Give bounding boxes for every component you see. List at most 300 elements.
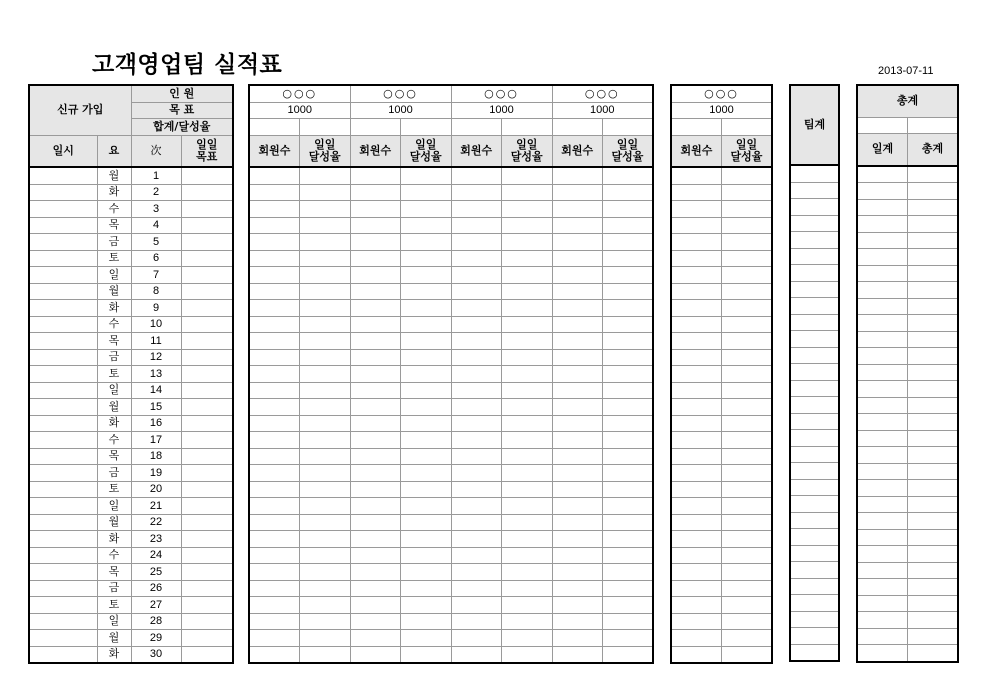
daily-total-cell[interactable] (857, 166, 908, 183)
daily-rate-cell[interactable] (722, 415, 773, 432)
member-count-cell[interactable] (451, 547, 502, 564)
member-count-cell[interactable] (671, 333, 722, 350)
daily-rate-cell[interactable] (502, 432, 553, 449)
daily-total-cell[interactable] (857, 315, 908, 332)
member-count-cell[interactable] (249, 217, 300, 234)
daily-total-cell[interactable] (857, 463, 908, 480)
daily-rate-cell[interactable] (603, 514, 654, 531)
date-cell[interactable] (29, 465, 97, 482)
date-cell[interactable] (29, 184, 97, 201)
daily-rate-cell[interactable] (722, 399, 773, 416)
daily-target-cell[interactable] (181, 283, 233, 300)
member-count-cell[interactable] (552, 399, 603, 416)
daily-total-cell[interactable] (857, 546, 908, 563)
cumulative-total-cell[interactable] (908, 496, 959, 513)
date-cell[interactable] (29, 267, 97, 284)
date-cell[interactable] (29, 366, 97, 383)
member-count-cell[interactable] (671, 201, 722, 218)
team-total-cell[interactable] (790, 644, 839, 661)
member-count-cell[interactable] (451, 564, 502, 581)
daily-rate-cell[interactable] (603, 630, 654, 647)
cumulative-total-cell[interactable] (908, 232, 959, 249)
member-count-cell[interactable] (552, 267, 603, 284)
member-count-cell[interactable] (552, 564, 603, 581)
member-count-cell[interactable] (552, 432, 603, 449)
member-count-cell[interactable] (552, 366, 603, 383)
member-count-cell[interactable] (552, 250, 603, 267)
daily-target-cell[interactable] (181, 547, 233, 564)
daily-rate-cell[interactable] (603, 201, 654, 218)
member-count-cell[interactable] (350, 514, 401, 531)
daily-rate-cell[interactable] (300, 333, 351, 350)
member-count-cell[interactable] (451, 498, 502, 515)
daily-rate-cell[interactable] (401, 316, 452, 333)
team-total-cell[interactable] (790, 496, 839, 513)
team-total-cell[interactable] (790, 397, 839, 414)
cumulative-total-cell[interactable] (908, 265, 959, 282)
cumulative-total-cell[interactable] (908, 199, 959, 216)
team-total-cell[interactable] (790, 529, 839, 546)
daily-rate-cell[interactable] (300, 349, 351, 366)
daily-target-cell[interactable] (181, 531, 233, 548)
member-count-cell[interactable] (451, 201, 502, 218)
member-count-cell[interactable] (671, 630, 722, 647)
cumulative-total-cell[interactable] (908, 183, 959, 200)
daily-total-cell[interactable] (857, 595, 908, 612)
daily-rate-cell[interactable] (722, 382, 773, 399)
date-cell[interactable] (29, 498, 97, 515)
daily-rate-cell[interactable] (603, 167, 654, 184)
cumulative-total-cell[interactable] (908, 480, 959, 497)
daily-rate-cell[interactable] (401, 184, 452, 201)
daily-rate-cell[interactable] (722, 333, 773, 350)
member-count-cell[interactable] (350, 580, 401, 597)
member-count-cell[interactable] (350, 184, 401, 201)
cumulative-total-cell[interactable] (908, 463, 959, 480)
member-count-cell[interactable] (671, 580, 722, 597)
daily-target-cell[interactable] (181, 415, 233, 432)
team-total-cell[interactable] (790, 463, 839, 480)
member-count-cell[interactable] (451, 349, 502, 366)
member-count-cell[interactable] (552, 613, 603, 630)
daily-rate-cell[interactable] (300, 201, 351, 218)
member-count-cell[interactable] (451, 333, 502, 350)
date-cell[interactable] (29, 630, 97, 647)
member-count-cell[interactable] (451, 217, 502, 234)
date-cell[interactable] (29, 201, 97, 218)
member-count-cell[interactable] (552, 531, 603, 548)
member-count-cell[interactable] (249, 564, 300, 581)
daily-rate-cell[interactable] (722, 564, 773, 581)
member-count-cell[interactable] (451, 514, 502, 531)
daily-rate-cell[interactable] (300, 481, 351, 498)
member-count-cell[interactable] (249, 316, 300, 333)
daily-rate-cell[interactable] (722, 349, 773, 366)
daily-target-cell[interactable] (181, 613, 233, 630)
team-total-cell[interactable] (790, 248, 839, 265)
member-count-cell[interactable] (350, 597, 401, 614)
cumulative-total-cell[interactable] (908, 595, 959, 612)
daily-total-cell[interactable] (857, 397, 908, 414)
member-count-cell[interactable] (552, 580, 603, 597)
daily-target-cell[interactable] (181, 234, 233, 251)
member-count-cell[interactable] (350, 382, 401, 399)
date-cell[interactable] (29, 415, 97, 432)
member-count-cell[interactable] (249, 597, 300, 614)
member-count-cell[interactable] (350, 283, 401, 300)
member-count-cell[interactable] (350, 366, 401, 383)
daily-rate-cell[interactable] (603, 184, 654, 201)
daily-rate-cell[interactable] (502, 349, 553, 366)
daily-target-cell[interactable] (181, 399, 233, 416)
daily-target-cell[interactable] (181, 564, 233, 581)
cumulative-total-cell[interactable] (908, 645, 959, 662)
team-total-cell[interactable] (790, 265, 839, 282)
daily-rate-cell[interactable] (722, 613, 773, 630)
member-count-cell[interactable] (671, 481, 722, 498)
daily-rate-cell[interactable] (502, 267, 553, 284)
daily-rate-cell[interactable] (603, 531, 654, 548)
member-count-cell[interactable] (451, 283, 502, 300)
daily-rate-cell[interactable] (300, 448, 351, 465)
daily-target-cell[interactable] (181, 514, 233, 531)
member-count-cell[interactable] (249, 250, 300, 267)
date-cell[interactable] (29, 316, 97, 333)
team-total-cell[interactable] (790, 165, 839, 182)
member-count-cell[interactable] (350, 630, 401, 647)
team-total-cell[interactable] (790, 281, 839, 298)
daily-rate-cell[interactable] (603, 366, 654, 383)
daily-rate-cell[interactable] (300, 514, 351, 531)
daily-rate-cell[interactable] (300, 316, 351, 333)
team-total-cell[interactable] (790, 347, 839, 364)
member-count-cell[interactable] (451, 415, 502, 432)
daily-rate-cell[interactable] (722, 498, 773, 515)
cumulative-total-cell[interactable] (908, 529, 959, 546)
member-count-cell[interactable] (451, 399, 502, 416)
daily-rate-cell[interactable] (722, 547, 773, 564)
member-count-cell[interactable] (350, 316, 401, 333)
daily-rate-cell[interactable] (722, 234, 773, 251)
daily-rate-cell[interactable] (401, 646, 452, 663)
daily-rate-cell[interactable] (603, 597, 654, 614)
daily-rate-cell[interactable] (603, 498, 654, 515)
date-cell[interactable] (29, 448, 97, 465)
daily-rate-cell[interactable] (502, 448, 553, 465)
member-count-cell[interactable] (552, 300, 603, 317)
member-count-cell[interactable] (350, 432, 401, 449)
daily-rate-cell[interactable] (502, 300, 553, 317)
member-count-cell[interactable] (552, 382, 603, 399)
daily-rate-cell[interactable] (300, 580, 351, 597)
member-count-cell[interactable] (249, 234, 300, 251)
daily-rate-cell[interactable] (300, 597, 351, 614)
daily-rate-cell[interactable] (502, 234, 553, 251)
member-count-cell[interactable] (249, 167, 300, 184)
member-count-cell[interactable] (249, 465, 300, 482)
team-total-cell[interactable] (790, 578, 839, 595)
daily-target-cell[interactable] (181, 167, 233, 184)
member-count-cell[interactable] (249, 630, 300, 647)
daily-rate-cell[interactable] (722, 184, 773, 201)
daily-target-cell[interactable] (181, 349, 233, 366)
member-count-cell[interactable] (350, 465, 401, 482)
daily-total-cell[interactable] (857, 232, 908, 249)
daily-rate-cell[interactable] (603, 349, 654, 366)
daily-target-cell[interactable] (181, 300, 233, 317)
daily-total-cell[interactable] (857, 381, 908, 398)
daily-rate-cell[interactable] (401, 333, 452, 350)
member-count-cell[interactable] (350, 531, 401, 548)
daily-target-cell[interactable] (181, 250, 233, 267)
cumulative-total-cell[interactable] (908, 298, 959, 315)
daily-rate-cell[interactable] (603, 448, 654, 465)
member-count-cell[interactable] (249, 366, 300, 383)
member-count-cell[interactable] (451, 300, 502, 317)
daily-rate-cell[interactable] (603, 234, 654, 251)
daily-rate-cell[interactable] (603, 316, 654, 333)
member-count-cell[interactable] (552, 234, 603, 251)
member-count-cell[interactable] (350, 167, 401, 184)
member-count-cell[interactable] (249, 399, 300, 416)
cumulative-total-cell[interactable] (908, 414, 959, 431)
cumulative-total-cell[interactable] (908, 546, 959, 563)
daily-rate-cell[interactable] (300, 283, 351, 300)
daily-target-cell[interactable] (181, 481, 233, 498)
daily-rate-cell[interactable] (603, 646, 654, 663)
daily-rate-cell[interactable] (502, 547, 553, 564)
daily-total-cell[interactable] (857, 579, 908, 596)
daily-rate-cell[interactable] (502, 465, 553, 482)
team-total-cell[interactable] (790, 512, 839, 529)
daily-rate-cell[interactable] (401, 613, 452, 630)
member-count-cell[interactable] (350, 481, 401, 498)
daily-target-cell[interactable] (181, 448, 233, 465)
daily-rate-cell[interactable] (401, 547, 452, 564)
daily-rate-cell[interactable] (401, 432, 452, 449)
daily-rate-cell[interactable] (722, 646, 773, 663)
cumulative-total-cell[interactable] (908, 430, 959, 447)
member-count-cell[interactable] (451, 613, 502, 630)
member-count-cell[interactable] (249, 184, 300, 201)
member-count-cell[interactable] (350, 415, 401, 432)
daily-rate-cell[interactable] (502, 514, 553, 531)
daily-rate-cell[interactable] (603, 250, 654, 267)
member-count-cell[interactable] (451, 432, 502, 449)
daily-total-cell[interactable] (857, 199, 908, 216)
daily-target-cell[interactable] (181, 597, 233, 614)
daily-rate-cell[interactable] (300, 564, 351, 581)
member-count-cell[interactable] (350, 646, 401, 663)
member-count-cell[interactable] (671, 646, 722, 663)
daily-rate-cell[interactable] (722, 481, 773, 498)
daily-rate-cell[interactable] (401, 498, 452, 515)
daily-total-cell[interactable] (857, 364, 908, 381)
daily-rate-cell[interactable] (401, 564, 452, 581)
team-total-cell[interactable] (790, 595, 839, 612)
daily-rate-cell[interactable] (603, 333, 654, 350)
daily-total-cell[interactable] (857, 348, 908, 365)
team-total-cell[interactable] (790, 314, 839, 331)
cumulative-total-cell[interactable] (908, 216, 959, 233)
daily-rate-cell[interactable] (401, 382, 452, 399)
daily-rate-cell[interactable] (401, 580, 452, 597)
member-count-cell[interactable] (249, 300, 300, 317)
daily-rate-cell[interactable] (722, 217, 773, 234)
date-cell[interactable] (29, 300, 97, 317)
daily-rate-cell[interactable] (722, 432, 773, 449)
team-total-cell[interactable] (790, 430, 839, 447)
daily-rate-cell[interactable] (603, 580, 654, 597)
member-count-cell[interactable] (350, 564, 401, 581)
daily-rate-cell[interactable] (300, 630, 351, 647)
date-cell[interactable] (29, 432, 97, 449)
daily-target-cell[interactable] (181, 465, 233, 482)
member-count-cell[interactable] (451, 184, 502, 201)
member-count-cell[interactable] (671, 167, 722, 184)
cumulative-total-cell[interactable] (908, 249, 959, 266)
daily-target-cell[interactable] (181, 580, 233, 597)
member-count-cell[interactable] (451, 597, 502, 614)
date-cell[interactable] (29, 382, 97, 399)
member-count-cell[interactable] (451, 366, 502, 383)
team-total-cell[interactable] (790, 298, 839, 315)
member-count-cell[interactable] (350, 217, 401, 234)
daily-rate-cell[interactable] (502, 498, 553, 515)
daily-rate-cell[interactable] (722, 597, 773, 614)
daily-rate-cell[interactable] (603, 547, 654, 564)
daily-rate-cell[interactable] (300, 184, 351, 201)
member-count-cell[interactable] (552, 167, 603, 184)
team-total-cell[interactable] (790, 446, 839, 463)
member-count-cell[interactable] (552, 547, 603, 564)
cumulative-total-cell[interactable] (908, 579, 959, 596)
team-total-cell[interactable] (790, 562, 839, 579)
member-count-cell[interactable] (451, 382, 502, 399)
daily-rate-cell[interactable] (401, 514, 452, 531)
member-count-cell[interactable] (350, 267, 401, 284)
member-count-cell[interactable] (350, 547, 401, 564)
team-total-cell[interactable] (790, 182, 839, 199)
daily-rate-cell[interactable] (722, 267, 773, 284)
daily-rate-cell[interactable] (722, 250, 773, 267)
date-cell[interactable] (29, 283, 97, 300)
member-count-cell[interactable] (451, 630, 502, 647)
member-count-cell[interactable] (451, 250, 502, 267)
daily-rate-cell[interactable] (502, 217, 553, 234)
daily-rate-cell[interactable] (401, 267, 452, 284)
team-total-cell[interactable] (790, 331, 839, 348)
daily-rate-cell[interactable] (722, 366, 773, 383)
daily-total-cell[interactable] (857, 265, 908, 282)
daily-rate-cell[interactable] (502, 564, 553, 581)
daily-rate-cell[interactable] (603, 564, 654, 581)
cumulative-total-cell[interactable] (908, 397, 959, 414)
team-total-cell[interactable] (790, 215, 839, 232)
member-count-cell[interactable] (671, 514, 722, 531)
date-cell[interactable] (29, 217, 97, 234)
team-total-cell[interactable] (790, 380, 839, 397)
daily-rate-cell[interactable] (722, 531, 773, 548)
member-count-cell[interactable] (671, 597, 722, 614)
member-count-cell[interactable] (671, 234, 722, 251)
member-count-cell[interactable] (671, 498, 722, 515)
daily-rate-cell[interactable] (300, 382, 351, 399)
date-cell[interactable] (29, 250, 97, 267)
date-cell[interactable] (29, 481, 97, 498)
member-count-cell[interactable] (451, 580, 502, 597)
daily-target-cell[interactable] (181, 201, 233, 218)
daily-target-cell[interactable] (181, 498, 233, 515)
daily-rate-cell[interactable] (603, 283, 654, 300)
daily-rate-cell[interactable] (300, 613, 351, 630)
daily-rate-cell[interactable] (603, 432, 654, 449)
team-total-cell[interactable] (790, 479, 839, 496)
member-count-cell[interactable] (552, 283, 603, 300)
daily-total-cell[interactable] (857, 447, 908, 464)
daily-rate-cell[interactable] (502, 597, 553, 614)
daily-rate-cell[interactable] (502, 399, 553, 416)
member-count-cell[interactable] (350, 498, 401, 515)
daily-rate-cell[interactable] (401, 234, 452, 251)
member-count-cell[interactable] (350, 613, 401, 630)
daily-total-cell[interactable] (857, 612, 908, 629)
member-count-cell[interactable] (552, 465, 603, 482)
daily-rate-cell[interactable] (401, 465, 452, 482)
member-count-cell[interactable] (350, 300, 401, 317)
member-count-cell[interactable] (249, 267, 300, 284)
daily-rate-cell[interactable] (603, 267, 654, 284)
cumulative-total-cell[interactable] (908, 364, 959, 381)
cumulative-total-cell[interactable] (908, 628, 959, 645)
daily-rate-cell[interactable] (722, 283, 773, 300)
date-cell[interactable] (29, 597, 97, 614)
cumulative-total-cell[interactable] (908, 315, 959, 332)
member-count-cell[interactable] (249, 382, 300, 399)
member-count-cell[interactable] (249, 333, 300, 350)
member-count-cell[interactable] (552, 415, 603, 432)
member-count-cell[interactable] (671, 432, 722, 449)
daily-rate-cell[interactable] (502, 167, 553, 184)
daily-target-cell[interactable] (181, 333, 233, 350)
daily-rate-cell[interactable] (300, 415, 351, 432)
daily-rate-cell[interactable] (401, 217, 452, 234)
member-count-cell[interactable] (249, 547, 300, 564)
member-count-cell[interactable] (552, 481, 603, 498)
cumulative-total-cell[interactable] (908, 348, 959, 365)
daily-rate-cell[interactable] (722, 201, 773, 218)
cumulative-total-cell[interactable] (908, 381, 959, 398)
daily-target-cell[interactable] (181, 184, 233, 201)
daily-target-cell[interactable] (181, 316, 233, 333)
member-count-cell[interactable] (671, 349, 722, 366)
member-count-cell[interactable] (671, 300, 722, 317)
member-count-cell[interactable] (451, 531, 502, 548)
member-count-cell[interactable] (350, 399, 401, 416)
team-total-cell[interactable] (790, 545, 839, 562)
daily-total-cell[interactable] (857, 298, 908, 315)
daily-rate-cell[interactable] (401, 283, 452, 300)
member-count-cell[interactable] (451, 167, 502, 184)
member-count-cell[interactable] (671, 366, 722, 383)
member-count-cell[interactable] (671, 267, 722, 284)
member-count-cell[interactable] (671, 448, 722, 465)
date-cell[interactable] (29, 514, 97, 531)
daily-target-cell[interactable] (181, 646, 233, 663)
member-count-cell[interactable] (671, 382, 722, 399)
member-count-cell[interactable] (249, 283, 300, 300)
daily-rate-cell[interactable] (401, 481, 452, 498)
